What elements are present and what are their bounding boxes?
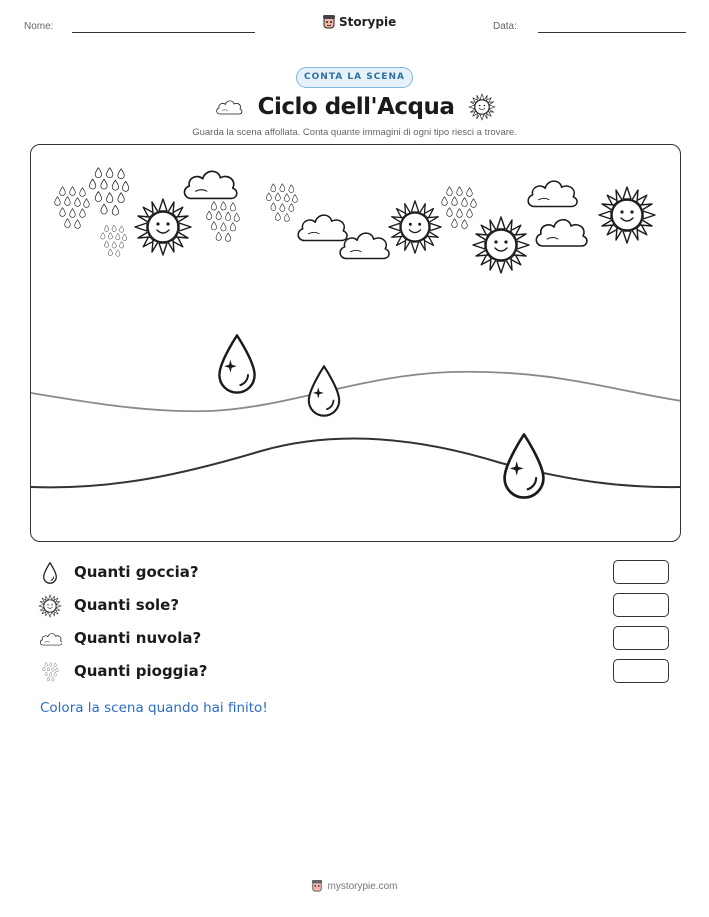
answer-box-pioggia[interactable] xyxy=(613,659,669,683)
rain-icon xyxy=(38,660,62,684)
storypie-mascot-icon xyxy=(311,879,323,893)
footer xyxy=(0,879,709,893)
date-label: Data: xyxy=(493,21,517,32)
rain-icon xyxy=(89,168,128,215)
rain-icon xyxy=(207,202,240,242)
sun-icon xyxy=(468,93,496,121)
question-row xyxy=(38,560,678,586)
answer-box-goccia[interactable] xyxy=(613,560,669,584)
question-text: Quanti pioggia? xyxy=(74,662,208,680)
answer-box-sole[interactable] xyxy=(613,593,669,617)
cloud-icon xyxy=(184,171,236,198)
question-text: Quanti sole? xyxy=(74,596,180,614)
sun-icon xyxy=(389,201,441,253)
brand-name: Storypie xyxy=(339,15,397,29)
answer-box-nuvola[interactable] xyxy=(613,626,669,650)
cloud-icon xyxy=(528,181,577,206)
rain-icon xyxy=(55,187,90,229)
question-row xyxy=(38,593,678,619)
counting-scene xyxy=(30,144,681,542)
rain-icon xyxy=(266,184,297,222)
sun-icon xyxy=(38,594,62,618)
raindrop-icon xyxy=(219,335,254,392)
coloring-note: Colora la scena quando hai finito! xyxy=(40,700,268,716)
footer-url[interactable]: mystorypie.com xyxy=(327,880,398,892)
cloud-icon xyxy=(298,215,347,240)
brand-logo xyxy=(322,14,396,30)
rain-icon xyxy=(442,187,477,229)
question-text: Quanti nuvola? xyxy=(74,629,202,647)
raindrop-icon xyxy=(38,561,62,585)
scene-illustration xyxy=(31,145,681,542)
far-hill-line xyxy=(31,372,681,412)
cloud-icon xyxy=(536,220,587,246)
title-row xyxy=(200,90,510,124)
sun-icon xyxy=(599,187,655,243)
date-line[interactable] xyxy=(538,32,686,33)
question-row xyxy=(38,659,678,685)
question-row xyxy=(38,626,678,652)
sun-icon xyxy=(473,217,529,273)
raindrop-icon xyxy=(309,366,339,415)
name-line[interactable] xyxy=(72,32,255,33)
rain-icon xyxy=(101,225,127,256)
instructions: Guarda la scena affollata. Conta quante immagini di ogni tipo riesci a trovare. xyxy=(192,127,517,138)
question-text: Quanti goccia? xyxy=(74,563,199,581)
near-hill-line xyxy=(31,439,681,488)
cloud-icon xyxy=(214,96,244,118)
storypie-mascot-icon xyxy=(322,14,336,30)
sun-icon xyxy=(135,199,191,255)
page-title: Ciclo dell'Acqua xyxy=(257,94,455,120)
name-label: Nome: xyxy=(24,21,54,32)
cloud-icon xyxy=(38,627,62,651)
section-badge: CONTA LA SCENA xyxy=(296,67,413,88)
raindrop-icon xyxy=(505,434,544,497)
